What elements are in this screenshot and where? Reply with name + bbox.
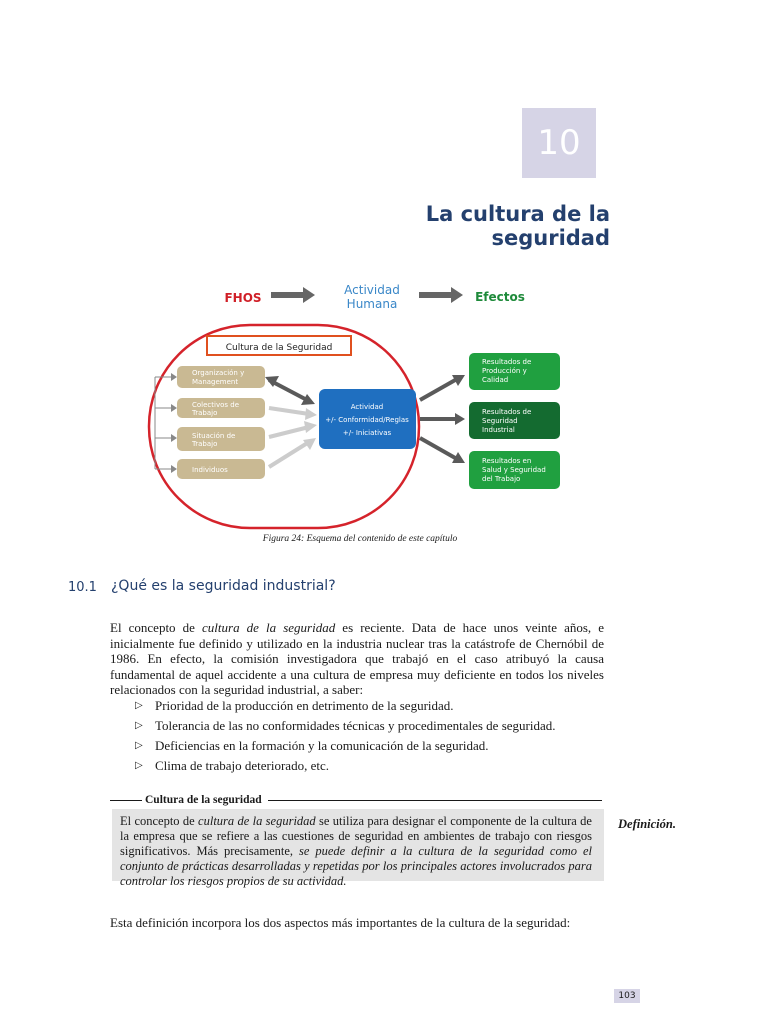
closing-paragraph: Esta definición incorpora los dos aspectos más importantes de la cultura de la seguridad:	[110, 915, 571, 930]
factor-label: Trabajo	[192, 409, 218, 417]
definition-heading-text: Cultura de la seguridad	[145, 794, 262, 806]
arrow-activity-result-1	[420, 379, 457, 400]
list-item-text: Clima de trabajo deteriorado, etc.	[155, 758, 329, 773]
result-label: del Trabajo	[482, 475, 521, 483]
factor-label: Individuos	[192, 466, 228, 474]
result-label: Producción y	[482, 367, 527, 375]
factor-label: Organización y	[192, 369, 245, 377]
arrow-colectivos-activity	[269, 408, 309, 414]
result-label: Seguridad	[482, 417, 518, 425]
page-number: 103	[614, 989, 640, 1003]
arrowhead-situacion	[304, 421, 317, 433]
definition-emphasis-1: cultura de la seguridad	[198, 814, 316, 828]
margin-note: Definición.	[618, 817, 676, 831]
intro-text-2: es reciente. Data de hace unos veinte años, e inicialmente fue definido y utilizado en la industria nuclear tras la catástrofe de Chernóbil de 1986. En efecto, la comisión investigadora que trabajó en el caso atribuyó la causa fundamental de aquel accidente a una cultura de empresa muy deficiente en todos los niveles relacionados con la seguridad industrial, a saber:	[110, 620, 605, 697]
figure-caption: Figura 24: Esquema del contenido de este capítulo	[262, 534, 458, 544]
definition-box	[112, 809, 604, 888]
triangle-bullet-icon: ▷	[135, 720, 143, 731]
definition-text	[120, 814, 592, 889]
arrowhead-result-2	[455, 413, 465, 425]
result-label: Resultados de	[482, 358, 532, 366]
actividad-label-line1: Actividad	[344, 283, 400, 297]
bracket-arrowhead-2	[171, 404, 177, 412]
list-item	[135, 758, 556, 778]
factor-label: Situación de	[192, 432, 236, 440]
result-label: Resultados en	[482, 457, 532, 465]
arrow-fhos-to-actividad	[271, 287, 315, 303]
arrowhead-colectivos	[305, 408, 317, 420]
factor-label: Management	[192, 378, 239, 386]
chapter-number: 10	[537, 123, 581, 163]
section-number: 10.1	[68, 580, 97, 595]
list-item-text: Tolerancia de las no conformidades técnicas y procedimentales de seguridad.	[155, 718, 556, 733]
section-title: ¿Qué es la seguridad industrial?	[111, 578, 336, 594]
result-label: Salud y Seguridad	[482, 466, 546, 474]
activity-title: Actividad	[350, 403, 384, 411]
efectos-label: Efectos	[475, 290, 525, 304]
list-item-text: Prioridad de la producción en detrimento de la seguridad.	[155, 698, 454, 713]
fhos-label: FHOS	[224, 291, 262, 305]
result-label: Industrial	[482, 426, 515, 434]
chapter-number-box	[522, 108, 596, 178]
list-item	[135, 698, 556, 718]
list-item	[135, 738, 556, 758]
bracket-arrowhead-4	[171, 465, 177, 473]
definition-text-1: El concepto de	[120, 814, 199, 828]
actividad-label-line2: Humana	[346, 297, 398, 311]
culture-label: Cultura de la Seguridad	[225, 343, 333, 353]
chapter-title: La cultura de la seguridad	[425, 202, 610, 250]
result-label: Resultados de	[482, 408, 532, 416]
result-label: Calidad	[482, 376, 509, 384]
arrow-individuos-activity	[269, 442, 309, 467]
definition-text-2: se utiliza para designar el componente de la cultura de la empresa que se refiere a las cuestiones de seguridad en ambientes de trabajo con riesgos significativos. Más precisamente,	[120, 814, 592, 858]
list-item	[135, 718, 556, 738]
intro-emphasis: cultura de la seguridad	[202, 620, 336, 635]
intro-text-1: El concepto de	[110, 620, 203, 635]
arrow-actividad-to-efectos	[419, 287, 463, 303]
bracket-arrowhead-3	[171, 434, 177, 442]
bracket-arrowhead-1	[171, 373, 177, 381]
definition-emphasis-2: se puede definir a la cultura de la seguridad como el conjunto de prácticas desarrolladas y repetidas por los principales actores involucrados para controlar los riesgos propios de su actividad.	[120, 844, 592, 888]
factor-label: Colectivos de	[192, 401, 240, 409]
factor-label: Trabajo	[192, 440, 218, 448]
heading-rule-left	[110, 800, 142, 801]
chapter-diagram	[145, 280, 570, 532]
arrow-activity-result-3	[420, 438, 457, 459]
triangle-bullet-icon: ▷	[135, 740, 143, 751]
heading-rule-right	[268, 800, 602, 801]
intro-paragraph	[110, 620, 604, 698]
definition-heading	[110, 792, 602, 808]
triangle-bullet-icon: ▷	[135, 700, 143, 711]
activity-line3: +/- Iniciativas	[342, 429, 392, 437]
triangle-bullet-icon: ▷	[135, 760, 143, 771]
arrow-situacion-activity	[269, 427, 309, 437]
risk-list	[135, 698, 556, 778]
list-item-text: Deficiencias en la formación y la comunicación de la seguridad.	[155, 738, 489, 753]
activity-line2: +/- Conformidad/Reglas	[325, 416, 409, 424]
